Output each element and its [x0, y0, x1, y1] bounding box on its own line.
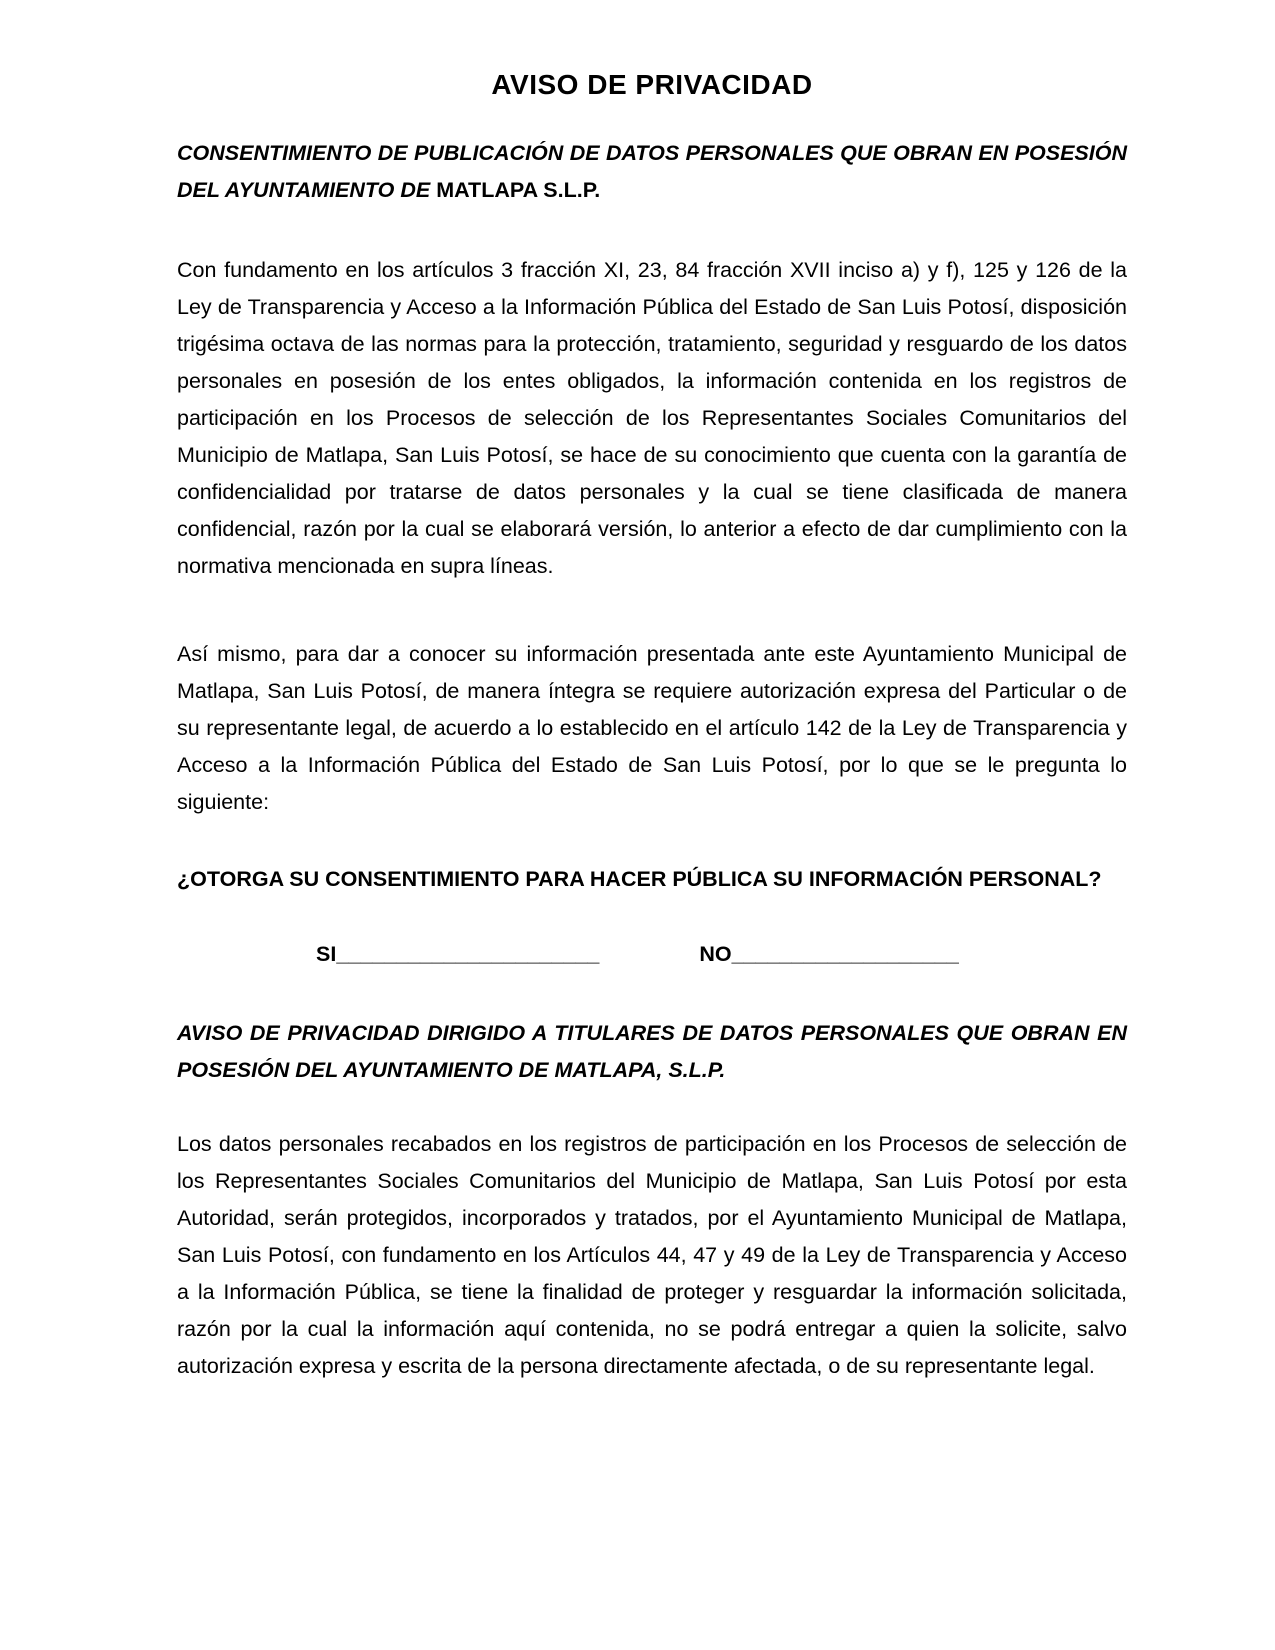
legal-basis-paragraph: Con fundamento en los artículos 3 fracción XI, 23, 84 fracción XVII inciso a) y f), 125 y 126 de la Ley de Transparencia y Acceso a la Información Pública del Estado de San Luis Potosí, disposición trigésima octava de las normas para la protección, tratamiento, seguridad y resguardo de los datos personales en posesión de los entes obligados, la información contenida en los registros de participación en los Procesos de selección de los Representantes Sociales Comunitarios del Municipio de Matlapa, San Luis Potosí, se hace de su conocimiento que cuenta con la garantía de confidencialidad por tratarse de datos personales y la cual se tiene clasificada de manera confidencial, razón por la cual se elaborará versión, lo anterior a efecto de dar cumplimiento con la normativa mencionada en supra líneas.	[177, 258, 1127, 578]
no-blank-field[interactable]: NO___________________	[699, 942, 959, 966]
consent-choice-row	[177, 936, 1127, 973]
document-title: AVISO DE PRIVACIDAD	[491, 69, 813, 100]
consent-publication-heading-italic: CONSENTIMIENTO DE PUBLICACIÓN DE DATOS PERSONALES QUE OBRAN EN POSESIÓN DEL AYUNTAMIENTO DE	[177, 141, 1127, 202]
data-protection-paragraph: Los datos personales recabados en los registros de participación en los Procesos de selección de los Representantes Sociales Comunitarios del Municipio de Matlapa, San Luis Potosí por esta Autoridad, serán protegidos, incorporados y tratados, por el Ayuntamiento Municipal de Matlapa, San Luis Potosí, con fundamento en los Artículos 44, 47 y 49 de la Ley de Transparencia y Acceso a la Información Pública, se tiene la finalidad de proteger y resguardar la información solicitada, razón por la cual la información aquí contenida, no se podrá entregar a quien la solicite, salvo autorización expresa y escrita de la persona directamente afectada, o de su representante legal.	[177, 1132, 1127, 1378]
privacy-notice-heading: AVISO DE PRIVACIDAD DIRIGIDO A TITULARES DE DATOS PERSONALES QUE OBRAN EN POSESIÓN DEL AYUNTAMIENTO DE MATLAPA, S.L.P.	[177, 1021, 1127, 1082]
consent-question: ¿OTORGA SU CONSENTIMIENTO PARA HACER PÚBLICA SU INFORMACIÓN PERSONAL?	[177, 867, 1102, 891]
consent-publication-heading-plain: MATLAPA S.L.P.	[436, 178, 601, 202]
consent-publication-heading	[177, 135, 1127, 209]
yes-blank-field[interactable]: SI______________________	[316, 942, 600, 966]
authorization-paragraph: Así mismo, para dar a conocer su información presentada ante este Ayuntamiento Municipal de Matlapa, San Luis Potosí, de manera íntegra se requiere autorización expresa del Particular o de su representante legal, de acuerdo a lo establecido en el artículo 142 de la Ley de Transparencia y Acceso a la Información Pública del Estado de San Luis Potosí, por lo que se le pregunta lo siguiente:	[177, 642, 1127, 814]
